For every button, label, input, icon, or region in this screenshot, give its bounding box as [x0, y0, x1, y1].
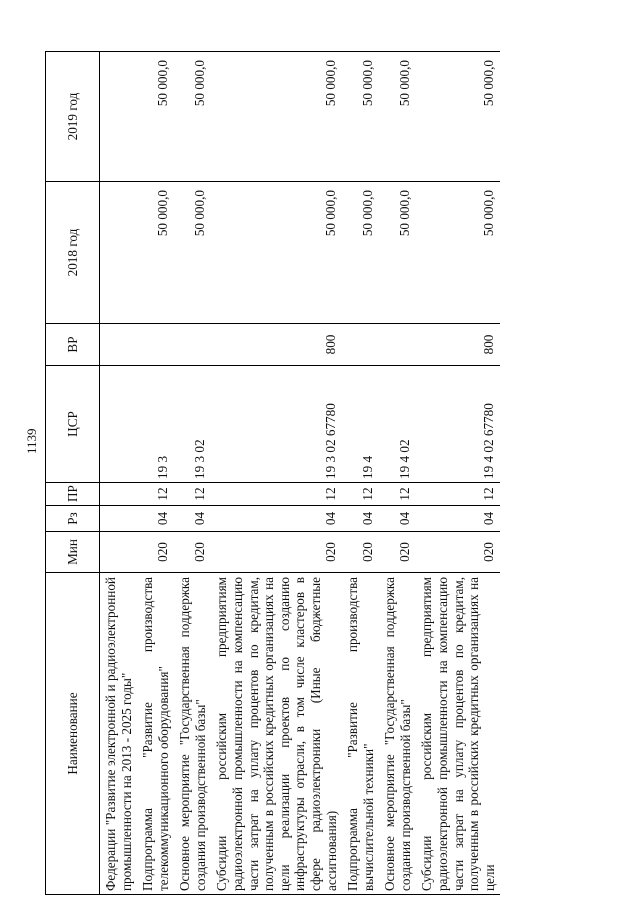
row-pr: 12: [379, 483, 416, 506]
row-rz: [100, 506, 138, 532]
row-2019: 50 000,0: [137, 52, 174, 182]
row-name: Федерации "Развитие электронной и радиоэлектронной промышленности на 2013 - 2025 годы": [100, 573, 138, 895]
table-row: [342, 52, 379, 895]
row-min: 020: [174, 532, 211, 573]
row-2019: [100, 52, 138, 182]
header-csr: ЦСР: [46, 366, 100, 483]
row-pr: 12: [342, 483, 379, 506]
row-min: 020: [342, 532, 379, 573]
row-rz: 04: [137, 506, 174, 532]
row-csr: 19 3: [137, 366, 174, 483]
row-2019: 50 000,0: [379, 52, 416, 182]
row-csr: 19 3 02 67780: [211, 366, 342, 483]
row-pr: 12: [137, 483, 174, 506]
row-min: 020: [211, 532, 342, 573]
row-vr: 800: [416, 324, 500, 366]
row-rz: 04: [379, 506, 416, 532]
row-rz: 04: [416, 506, 500, 532]
table-row: [416, 52, 500, 895]
row-rz: 04: [342, 506, 379, 532]
row-pr: 12: [174, 483, 211, 506]
row-2019: 50 000,0: [342, 52, 379, 182]
row-csr: 19 3 02: [174, 366, 211, 483]
row-name: Субсидии российским предприятиям радиоэлектронной промышленности на компенсацию части затрат на уплату процентов по кредитам, полученным в российских кредитных организациях на цели: [416, 573, 500, 895]
row-2018: 50 000,0: [416, 182, 500, 324]
header-rz: Рз: [46, 506, 100, 532]
header-min: Мин: [46, 532, 100, 573]
row-2018: 50 000,0: [174, 182, 211, 324]
table-row: [174, 52, 211, 895]
row-2018: 50 000,0: [137, 182, 174, 324]
row-name: Основное мероприятие "Государственная поддержка создания производственной базы": [174, 573, 211, 895]
page-number: 1139: [24, 428, 39, 454]
row-pr: 12: [211, 483, 342, 506]
rotated-page: [45, 52, 600, 895]
table-row: [100, 52, 138, 895]
row-min: [100, 532, 138, 573]
header-pr: ПР: [46, 483, 100, 506]
row-rz: 04: [174, 506, 211, 532]
row-vr: [137, 324, 174, 366]
row-csr: 19 4 02 67780: [416, 366, 500, 483]
table-row: [379, 52, 416, 895]
row-min: 020: [379, 532, 416, 573]
row-csr: 19 4 02: [379, 366, 416, 483]
row-2019: 50 000,0: [174, 52, 211, 182]
row-vr: 800: [211, 324, 342, 366]
row-min: 020: [416, 532, 500, 573]
table-row: [137, 52, 174, 895]
row-min: 020: [137, 532, 174, 573]
row-vr: [174, 324, 211, 366]
budget-table: [45, 51, 500, 895]
header-vr: ВР: [46, 324, 100, 366]
header-2018: 2018 год: [46, 182, 100, 324]
table-row: [211, 52, 342, 895]
row-name: Субсидии российским предприятиям радиоэлектронной промышленности на компенсацию части затрат на уплату процентов по кредитам, полученным в российских кредитных организациях на цели реализации проектов по созданию инфраструктуры отрасли, в том числе кластеров в сфере радиоэлектроники (Иные бюджетные ассигнования): [211, 573, 342, 895]
header-2019: 2019 год: [46, 52, 100, 182]
row-name: Подпрограмма "Развитие производства вычислительной техники": [342, 573, 379, 895]
row-2019: 50 000,0: [211, 52, 342, 182]
header-name: Наименование: [46, 573, 100, 895]
row-vr: [379, 324, 416, 366]
header-row: [46, 52, 100, 895]
row-2018: [100, 182, 138, 324]
row-vr: [100, 324, 138, 366]
row-rz: 04: [211, 506, 342, 532]
row-name: Подпрограмма "Развитие производства телекоммуникационного оборудования": [137, 573, 174, 895]
row-2018: 50 000,0: [211, 182, 342, 324]
row-csr: 19 4: [342, 366, 379, 483]
row-csr: [100, 366, 138, 483]
row-vr: [342, 324, 379, 366]
row-2019: 50 000,0: [416, 52, 500, 182]
row-2018: 50 000,0: [379, 182, 416, 324]
row-2018: 50 000,0: [342, 182, 379, 324]
row-name: Основное мероприятие "Государственная поддержка создания производственной базы": [379, 573, 416, 895]
row-pr: [100, 483, 138, 506]
row-pr: 12: [416, 483, 500, 506]
